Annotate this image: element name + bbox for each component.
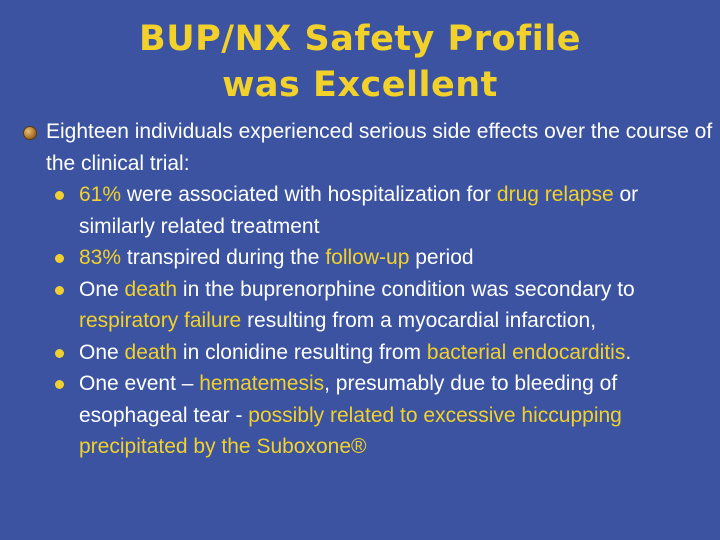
highlighted-text: 61% — [79, 183, 122, 206]
yellow-dot-bullet-icon — [55, 191, 64, 200]
highlighted-text: possibly related to excessive hiccupping precipitated by the Suboxone® — [79, 403, 622, 458]
bullet-text: period — [409, 246, 474, 269]
bullet-text: in the buprenorphine condition was secondary to — [177, 277, 635, 301]
sub-bullet-list — [23, 179, 715, 463]
yellow-dot-bullet-icon — [55, 349, 64, 358]
title-line-2: was Excellent — [222, 65, 498, 105]
yellow-dot-bullet-icon — [55, 380, 64, 389]
bullet-text: transpired during the — [121, 246, 326, 269]
highlighted-text: follow-up — [325, 246, 410, 269]
yellow-dot-bullet-icon — [55, 254, 64, 263]
highlighted-text: hematemesis — [199, 372, 325, 395]
bullet-text: One event – — [79, 372, 200, 395]
main-bullet-item — [23, 116, 715, 179]
slide-content — [23, 116, 715, 463]
highlighted-text: bacterial endocarditis — [426, 340, 626, 364]
bullet-text: were associated with hospitalization for — [121, 183, 497, 206]
highlighted-text: death — [124, 277, 178, 301]
bullet-text: One — [79, 277, 125, 301]
sub-bullet-item — [23, 368, 715, 463]
bullet-text: resulting from a myocardial infarction, — [241, 309, 597, 332]
sub-bullet-item — [23, 337, 715, 369]
sub-bullet-item — [23, 242, 715, 274]
bullet-text: or similarly related treatment — [79, 183, 639, 238]
bronze-sphere-bullet-icon — [23, 126, 37, 140]
bullet-text: , presumably due to bleeding of esophageal tear - — [79, 372, 618, 427]
highlighted-text: drug relapse — [496, 183, 614, 206]
bullet-text: . — [625, 340, 632, 364]
highlighted-text: respiratory failure — [79, 309, 242, 332]
highlighted-text: death — [124, 340, 178, 364]
bullet-text: in clonidine resulting from — [177, 340, 427, 364]
yellow-dot-bullet-icon — [55, 286, 64, 295]
slide-title — [0, 16, 720, 108]
highlighted-text: 83% — [79, 246, 122, 269]
bullet-text: One — [79, 340, 125, 364]
sub-bullet-item — [23, 179, 715, 242]
title-line-1: BUP/NX Safety Profile — [139, 19, 581, 59]
sub-bullet-item — [23, 274, 715, 337]
main-bullet-text: Eighteen individuals experienced serious side effects over the course of the clinical trial: — [46, 120, 713, 175]
